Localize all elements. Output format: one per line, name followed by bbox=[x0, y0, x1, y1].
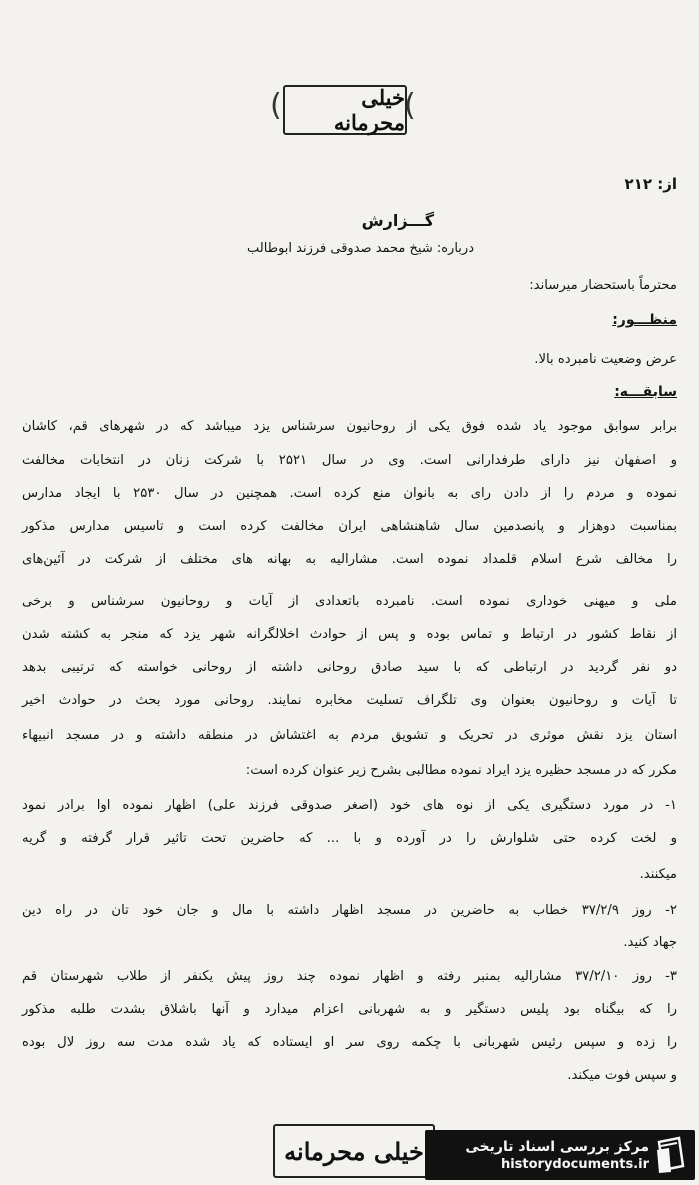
stamp-bracket-left: ( bbox=[270, 88, 282, 123]
classification-stamp-top: خیلی محرمانه bbox=[283, 85, 407, 135]
background-line: نموده و مردم را از دادن رای به بانوان منع کرده است. همچنین در سال ۲۵۳۰ با ایجاد مدارس bbox=[22, 486, 677, 501]
archive-logo-icon bbox=[655, 1136, 687, 1174]
background-line: بمناسبت دوهزار و پانصدمین سال شاهنشاهی ایران مخالفت کرده است و تاسیس مدارس مذکور bbox=[22, 519, 677, 534]
background-line: ملی و میهنی خوداری نموده است. نامبرده باتعدادی از آیات و روحانیون سرشناس و برخی bbox=[22, 594, 677, 609]
background-line: برابر سوابق موجود یاد شده فوق یکی از روحانیون سرشناس یزد میباشد که در شهرهای قم، کاشان bbox=[22, 419, 677, 434]
archive-watermark bbox=[425, 1130, 695, 1180]
background-line: از نقاط کشور در ارتباط و تماس بوده و پس از حوادث اخلالگرانه شهر یزد که منجر به کشته شدن bbox=[22, 627, 677, 642]
item-2-tail: جهاد کنید. bbox=[623, 935, 677, 950]
item-1-line: و لخت کرده حتی شلوارش را در آورده و با ... که حاضرین تحت تاثیر قرار گرفته و گریه bbox=[22, 831, 677, 846]
stamp-bracket-right: ( bbox=[404, 88, 416, 123]
item-1-tail: میکنند. bbox=[639, 867, 677, 882]
item-3-tail: و سپس فوت میکند. bbox=[567, 1068, 677, 1083]
purpose-text: عرض وضعیت نامبرده بالا. bbox=[534, 352, 677, 367]
watermark-org-name: مرکز بررسی اسناد تاریخی bbox=[465, 1138, 649, 1155]
item-3-line: را که بیگناه بود پلیس دستگیر و به شهربانی اعزام میدارد و آنها باشلاق بشدت طلبه مذکور bbox=[22, 1002, 677, 1017]
item-1-line: ۱- در مورد دستگیری یکی از نوه های خود (اصغر صدوقی فرزند علی) اظهار نموده اوا برادر نمود bbox=[22, 798, 677, 813]
background-heading: سابقـــه: bbox=[614, 384, 677, 400]
background-line: را مخالف شرع اسلام قلمداد نموده است. مشارالیه به بهانه های مختلف از شرکت در آئین‌های bbox=[22, 552, 677, 567]
greeting-line: محترماً باستحضار میرساند: bbox=[529, 278, 677, 293]
watermark-url: historydocuments.ir bbox=[500, 1156, 649, 1172]
background-line: تا آیات و روحانیون بعنوان وی تلگراف تسلیت مخابره نمایند. روحانی مورد بحث در حوادث اخیر bbox=[22, 693, 677, 708]
item-3-line: را زده و سپس رئیس شهربانی با چکمه روی سر او ایستاده که یاد شده مدت سه روز لال بوده bbox=[22, 1035, 677, 1050]
item-2-line: ۲- روز ۳۷/۲/۹ خطاب به حاضرین در مسجد اظهار داشته با مال و جان خود تان در راه دین bbox=[22, 903, 677, 918]
subject-line: درباره: شیخ محمد صدوقی فرزند ابوطالب bbox=[247, 241, 474, 256]
sender-line: از: ۲۱۲ bbox=[624, 175, 677, 193]
item-3-line: ۳- روز ۳۷/۲/۱۰ مشارالیه بمنبر رفته و اظهار نموده چند روز پیش یکنفر از طلاب شهرستان قم bbox=[22, 969, 678, 984]
classification-stamp-bottom: خیلی محرمانه bbox=[273, 1124, 435, 1178]
background-line: و اصفهان نیز دارای طرفدارانی است. وی در سال ۲۵۲۱ با شرکت زنان در انتخابات مخالفت bbox=[22, 453, 677, 468]
background-line: مکرر که در مسجد حظیره یزد ایراد نموده مطالبی بشرح زیر عنوان کرده است: bbox=[245, 763, 677, 778]
watermark-text bbox=[465, 1138, 649, 1173]
purpose-heading: منظـــور: bbox=[612, 312, 677, 328]
background-line: استان یزد نقش موثری در تحریک و تشویق مردم به اغتشاش در منطقه داشته و در مسجد انبیهاء bbox=[22, 728, 677, 743]
report-title: گـــزارش bbox=[361, 211, 434, 230]
background-line: دو نفر گردید در ارتباطی که با سید صادق روحانی داشته از روحانی خواسته که ترتیبی بدهد bbox=[22, 660, 677, 675]
